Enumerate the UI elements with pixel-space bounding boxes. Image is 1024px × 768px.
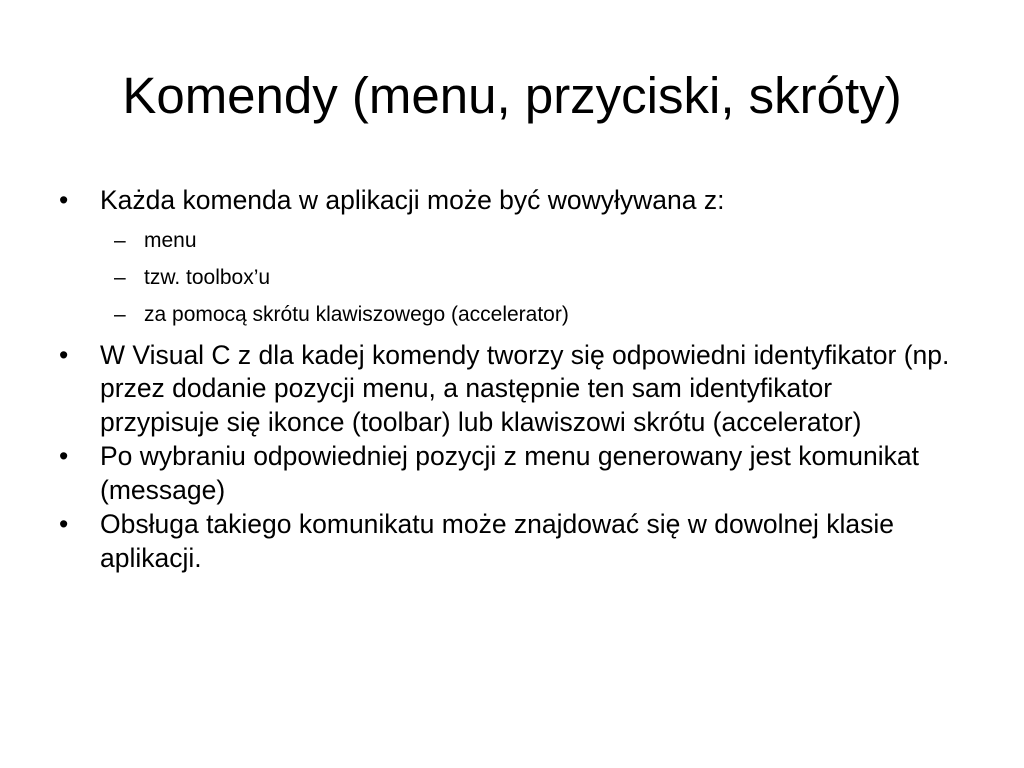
bullet-marker: • bbox=[59, 441, 69, 471]
sub-bullet-text: tzw. toolbox’u bbox=[144, 265, 271, 289]
sub-bullet-marker: – bbox=[114, 302, 126, 326]
bullet-text: Po wybraniu odpowiedniej pozycji z menu generowany jest komunikat (message) bbox=[100, 441, 920, 505]
sub-bullet-text: menu bbox=[144, 228, 197, 252]
bullet-item bbox=[56, 184, 956, 333]
bullet-text: Obsługa takiego komunikatu może znajdować się w dowolnej klasie aplikacji. bbox=[100, 509, 894, 573]
sub-bullet-item bbox=[100, 222, 956, 259]
bullet-text: Każda komenda w aplikacji może być wowyływana z: bbox=[100, 185, 725, 215]
sub-bullet-list bbox=[100, 222, 956, 333]
bullet-marker: • bbox=[59, 509, 69, 539]
bullet-item bbox=[56, 440, 956, 507]
bullet-list bbox=[56, 184, 956, 576]
bullet-item bbox=[56, 339, 956, 440]
sub-bullet-text: za pomocą skrótu klawiszowego (accelerator) bbox=[144, 302, 569, 326]
bullet-item bbox=[56, 508, 956, 575]
sub-bullet-item bbox=[100, 259, 956, 296]
bullet-text: W Visual C z dla kadej komendy tworzy się odpowiedni identyfikator (np. przez dodanie pozycji menu, a następnie ten sam identyfikator przypisuje się ikonce (toolbar) lub klawiszowi skrótu (accelerator) bbox=[100, 339, 950, 437]
bullet-marker: • bbox=[59, 339, 69, 370]
slide-title: Komendy (menu, przyciski, skróty) bbox=[122, 67, 902, 124]
bullet-marker: • bbox=[59, 185, 69, 215]
sub-bullet-marker: – bbox=[114, 265, 126, 289]
sub-bullet-item bbox=[100, 296, 956, 333]
sub-bullet-marker: – bbox=[114, 228, 126, 252]
